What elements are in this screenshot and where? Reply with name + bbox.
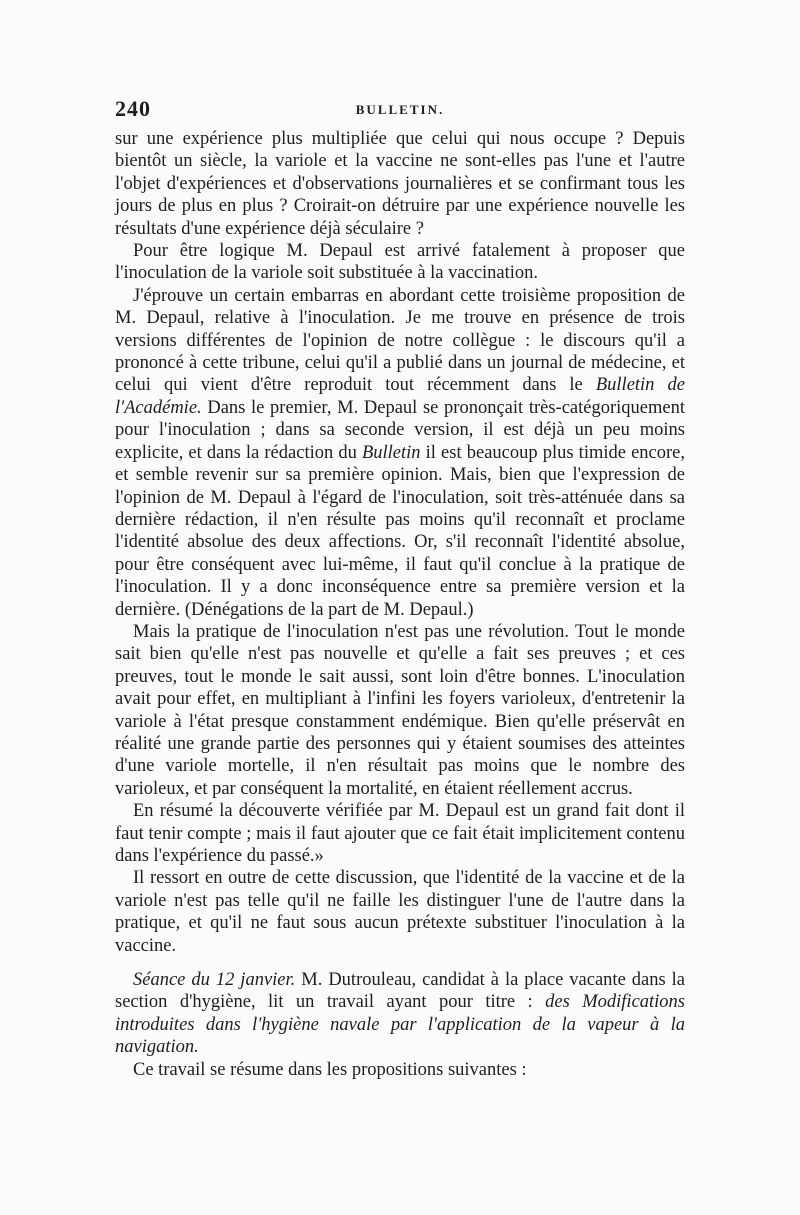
- journal-title-bulletin-academie: Bulletin de l'Académie.: [115, 375, 685, 418]
- seance-text: M. Dutrouleau, candidat à la place vacante dans la section d'hygiène, lit un travail ayant pour titre :: [115, 970, 685, 1013]
- paragraph-3: [115, 285, 685, 621]
- page-header: [115, 96, 685, 126]
- paragraph-5: En résumé la découverte vérifiée par M. Depaul est un grand fait dont il faut tenir compte ; mais il faut ajouter que ce fait était implicitement contenu dans l'expérience du passé.»: [115, 801, 685, 866]
- paragraph-2: Pour être logique M. Depaul est arrivé fatalement à proposer que l'inoculation de la variole soit substituée à la vaccination.: [115, 241, 685, 284]
- seance-date: Séance du 12 janvier.: [133, 970, 296, 991]
- section-separator: [115, 957, 685, 969]
- paragraph-4: Mais la pratique de l'inoculation n'est pas une révolution. Tout le monde sait bien qu'elle n'est pas nouvelle et qu'elle a fait ses preuves ; et ces preuves, tout le monde le sait aussi, sont loin d'être bonnes. L'inoculation avait pour effet, en multipliant à l'infini les foyers varioleux, d'entretenir la variole à l'état presque constamment endémique. Bien qu'elle préservât en réalité une grande partie des personnes qui y étaient soumises des atteintes d'une variole mortelle, il n'en résultait pas moins que le nombre des varioleux, et par conséquent la mortalité, en étaient réellement accrus.: [115, 621, 685, 799]
- work-title: des Modifications introduites dans l'hygiène navale par l'application de la vapeur à la navigation.: [115, 992, 686, 1058]
- paragraph-3-part-c: il est beaucoup plus timide encore, et semble revenir sur sa première opinion. Mais, bien que l'expression de l'opinion de M. Depaul à l'égard de l'inoculation, soit très-atténuée dans sa dernière rédaction, il n'en résulte pas moins qu'il reconnaît et proclame l'identité absolue des deux affections. Or, s'il reconnaît l'identité absolue, pour être conséquent avec lui-même, il faut qu'il conclue à la pratique de l'inoculation. Il y a donc inconséquence entre sa première version et la dernière. (Dénégations de la part de M. Depaul.): [115, 442, 685, 620]
- page-number: 240: [115, 96, 151, 121]
- paragraph-last: Ce travail se résume dans les propositions suivantes :: [133, 1059, 527, 1080]
- paragraph-seance: [115, 969, 685, 1059]
- paragraph-1: sur une expérience plus multipliée que celui qui nous occupe ? Depuis bientôt un siècle, la variole et la vaccine ne sont-elles pas l'une et l'autre l'objet d'expériences et d'observations journalières et se confirmant tous les jours de plus en plus ? Croirait-on détruire par une expérience nouvelle les résultats d'une expérience déjà séculaire ?: [115, 129, 685, 239]
- paragraph-3-part-a: J'éprouve un certain embarras en abordant cette troisième proposition de M. Depaul, relative à l'inoculation. Je me trouve en présence de trois versions différentes de l'opinion de notre collègue : le discours qu'il a prononcé à cette tribune, celui qu'il a publié dans un journal de médecine, et celui qui vient d'être reproduit tout récemment dans le: [115, 285, 685, 396]
- running-title: BULLETIN.: [355, 102, 445, 117]
- journal-title-bulletin: Bulletin: [361, 442, 421, 463]
- body-text: [115, 128, 685, 1081]
- paragraph-6: Il ressort en outre de cette discussion, que l'identité de la vaccine et de la variole n'est pas telle qu'il ne faille les distinguer l'une de l'autre dans la pratique, et qu'il ne faut sous aucun prétexte substituer l'inoculation à la vaccine.: [115, 868, 685, 956]
- paragraph-3-part-b: Dans le premier, M. Depaul se prononçait très-catégoriquement pour l'inoculation ; dans sa seconde version, il est déjà un peu moins explicite, et dans la rédaction du: [115, 397, 685, 463]
